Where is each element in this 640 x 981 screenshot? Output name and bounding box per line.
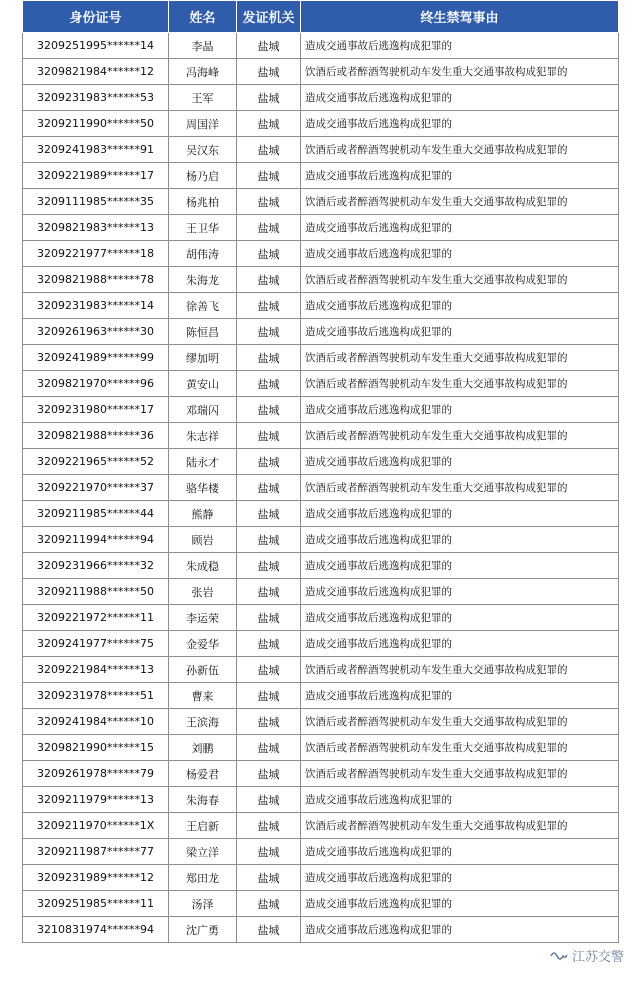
cell-name: 骆华楼: [169, 475, 237, 501]
cell-ban-reason: 饮酒后或者醉酒驾驶机动车发生重大交通事故构成犯罪的: [301, 189, 619, 215]
cell-ban-reason: 造成交通事故后逃逸构成犯罪的: [301, 111, 619, 137]
cell-name: 李运荣: [169, 605, 237, 631]
cell-issuing-authority: 盐城: [237, 59, 301, 85]
cell-name: 缪加明: [169, 345, 237, 371]
cell-id-number: 3209211990******50: [23, 111, 169, 137]
cell-id-number: 3209221989******17: [23, 163, 169, 189]
cell-name: 黄安山: [169, 371, 237, 397]
cell-ban-reason: 造成交通事故后逃逸构成犯罪的: [301, 553, 619, 579]
cell-issuing-authority: 盐城: [237, 501, 301, 527]
cell-issuing-authority: 盐城: [237, 631, 301, 657]
cell-ban-reason: 造成交通事故后逃逸构成犯罪的: [301, 397, 619, 423]
table-row: [23, 241, 619, 267]
cell-name: 陈恒昌: [169, 319, 237, 345]
cell-ban-reason: 造成交通事故后逃逸构成犯罪的: [301, 215, 619, 241]
cell-ban-reason: 饮酒后或者醉酒驾驶机动车发生重大交通事故构成犯罪的: [301, 761, 619, 787]
cell-issuing-authority: 盐城: [237, 839, 301, 865]
cell-id-number: 3209221972******11: [23, 605, 169, 631]
table-row: [23, 397, 619, 423]
cell-id-number: 3209821988******78: [23, 267, 169, 293]
cell-ban-reason: 造成交通事故后逃逸构成犯罪的: [301, 891, 619, 917]
cell-ban-reason: 造成交通事故后逃逸构成犯罪的: [301, 631, 619, 657]
cell-name: 顾岩: [169, 527, 237, 553]
cell-id-number: 3210831974******94: [23, 917, 169, 943]
cell-id-number: 3209241984******10: [23, 709, 169, 735]
cell-ban-reason: 造成交通事故后逃逸构成犯罪的: [301, 293, 619, 319]
cell-id-number: 3209221970******37: [23, 475, 169, 501]
cell-issuing-authority: 盐城: [237, 189, 301, 215]
cell-ban-reason: 造成交通事故后逃逸构成犯罪的: [301, 605, 619, 631]
cell-issuing-authority: 盐城: [237, 267, 301, 293]
cell-name: 杨兆柏: [169, 189, 237, 215]
cell-id-number: 3209211979******13: [23, 787, 169, 813]
watermark: [550, 946, 624, 965]
table-row: [23, 865, 619, 891]
table-row: [23, 423, 619, 449]
cell-ban-reason: 饮酒后或者醉酒驾驶机动车发生重大交通事故构成犯罪的: [301, 475, 619, 501]
table-row: [23, 657, 619, 683]
wechat-channel-icon: [550, 949, 568, 963]
cell-id-number: 3209231983******14: [23, 293, 169, 319]
cell-name: 杨乃启: [169, 163, 237, 189]
cell-name: 杨爱君: [169, 761, 237, 787]
cell-name: 周国洋: [169, 111, 237, 137]
cell-name: 王启新: [169, 813, 237, 839]
cell-ban-reason: 饮酒后或者醉酒驾驶机动车发生重大交通事故构成犯罪的: [301, 813, 619, 839]
cell-ban-reason: 造成交通事故后逃逸构成犯罪的: [301, 787, 619, 813]
table-row: [23, 735, 619, 761]
table-row: [23, 605, 619, 631]
cell-ban-reason: 饮酒后或者醉酒驾驶机动车发生重大交通事故构成犯罪的: [301, 267, 619, 293]
cell-name: 张岩: [169, 579, 237, 605]
cell-name: 徐善飞: [169, 293, 237, 319]
cell-ban-reason: 造成交通事故后逃逸构成犯罪的: [301, 33, 619, 59]
cell-issuing-authority: 盐城: [237, 319, 301, 345]
cell-id-number: 3209231966******32: [23, 553, 169, 579]
cell-name: 朱海龙: [169, 267, 237, 293]
cell-id-number: 3209221977******18: [23, 241, 169, 267]
cell-id-number: 3209821988******36: [23, 423, 169, 449]
table-row: [23, 787, 619, 813]
cell-id-number: 3209211994******94: [23, 527, 169, 553]
cell-name: 王军: [169, 85, 237, 111]
cell-id-number: 3209241983******91: [23, 137, 169, 163]
table-row: [23, 163, 619, 189]
cell-issuing-authority: 盐城: [237, 215, 301, 241]
cell-issuing-authority: 盐城: [237, 85, 301, 111]
cell-name: 朱成稳: [169, 553, 237, 579]
table-row: [23, 709, 619, 735]
cell-name: 吴汉东: [169, 137, 237, 163]
table-row: [23, 85, 619, 111]
cell-ban-reason: 饮酒后或者醉酒驾驶机动车发生重大交通事故构成犯罪的: [301, 735, 619, 761]
cell-issuing-authority: 盐城: [237, 553, 301, 579]
cell-id-number: 3209241989******99: [23, 345, 169, 371]
cell-name: 汤泽: [169, 891, 237, 917]
cell-issuing-authority: 盐城: [237, 865, 301, 891]
cell-id-number: 3209211970******1X: [23, 813, 169, 839]
cell-name: 邓瑞闪: [169, 397, 237, 423]
cell-issuing-authority: 盐城: [237, 345, 301, 371]
cell-ban-reason: 造成交通事故后逃逸构成犯罪的: [301, 683, 619, 709]
cell-name: 王滨海: [169, 709, 237, 735]
cell-id-number: 3209261978******79: [23, 761, 169, 787]
cell-issuing-authority: 盐城: [237, 111, 301, 137]
cell-ban-reason: 造成交通事故后逃逸构成犯罪的: [301, 579, 619, 605]
cell-ban-reason: 造成交通事故后逃逸构成犯罪的: [301, 501, 619, 527]
cell-id-number: 3209111985******35: [23, 189, 169, 215]
table-row: [23, 293, 619, 319]
table-row: [23, 631, 619, 657]
cell-ban-reason: 造成交通事故后逃逸构成犯罪的: [301, 527, 619, 553]
table-row: [23, 501, 619, 527]
cell-name: 熊静: [169, 501, 237, 527]
cell-ban-reason: 饮酒后或者醉酒驾驶机动车发生重大交通事故构成犯罪的: [301, 345, 619, 371]
cell-name: 王卫华: [169, 215, 237, 241]
table-row: [23, 449, 619, 475]
cell-id-number: 3209821990******15: [23, 735, 169, 761]
header-name: 姓名: [169, 1, 237, 33]
table-row: [23, 371, 619, 397]
cell-id-number: 3209821983******13: [23, 215, 169, 241]
cell-issuing-authority: 盐城: [237, 657, 301, 683]
cell-name: 朱海春: [169, 787, 237, 813]
cell-name: 金爱华: [169, 631, 237, 657]
cell-issuing-authority: 盐城: [237, 891, 301, 917]
cell-id-number: 3209211985******44: [23, 501, 169, 527]
table-row: [23, 761, 619, 787]
cell-ban-reason: 造成交通事故后逃逸构成犯罪的: [301, 85, 619, 111]
table-row: [23, 319, 619, 345]
cell-id-number: 3209231989******12: [23, 865, 169, 891]
cell-name: 沈广勇: [169, 917, 237, 943]
table-row: [23, 813, 619, 839]
cell-name: 朱志祥: [169, 423, 237, 449]
table-row: [23, 475, 619, 501]
cell-issuing-authority: 盐城: [237, 241, 301, 267]
table-row: [23, 891, 619, 917]
cell-ban-reason: 饮酒后或者醉酒驾驶机动车发生重大交通事故构成犯罪的: [301, 371, 619, 397]
table-row: [23, 189, 619, 215]
cell-ban-reason: 饮酒后或者醉酒驾驶机动车发生重大交通事故构成犯罪的: [301, 657, 619, 683]
cell-issuing-authority: 盐城: [237, 761, 301, 787]
cell-name: 陆永才: [169, 449, 237, 475]
cell-issuing-authority: 盐城: [237, 735, 301, 761]
cell-name: 胡伟涛: [169, 241, 237, 267]
cell-issuing-authority: 盐城: [237, 579, 301, 605]
cell-id-number: 3209261963******30: [23, 319, 169, 345]
table-row: [23, 345, 619, 371]
cell-issuing-authority: 盐城: [237, 787, 301, 813]
cell-ban-reason: 造成交通事故后逃逸构成犯罪的: [301, 163, 619, 189]
cell-issuing-authority: 盐城: [237, 163, 301, 189]
cell-name: 曹来: [169, 683, 237, 709]
cell-issuing-authority: 盐城: [237, 33, 301, 59]
table-row: [23, 111, 619, 137]
cell-id-number: 3209211987******77: [23, 839, 169, 865]
cell-name: 梁立洋: [169, 839, 237, 865]
cell-issuing-authority: 盐城: [237, 137, 301, 163]
cell-id-number: 3209231978******51: [23, 683, 169, 709]
cell-id-number: 3209231983******53: [23, 85, 169, 111]
cell-ban-reason: 造成交通事故后逃逸构成犯罪的: [301, 839, 619, 865]
table-row: [23, 579, 619, 605]
cell-ban-reason: 饮酒后或者醉酒驾驶机动车发生重大交通事故构成犯罪的: [301, 709, 619, 735]
table-row: [23, 267, 619, 293]
cell-name: 冯海峰: [169, 59, 237, 85]
cell-id-number: 3209821970******96: [23, 371, 169, 397]
cell-name: 郑田龙: [169, 865, 237, 891]
cell-ban-reason: 造成交通事故后逃逸构成犯罪的: [301, 917, 619, 943]
table-row: [23, 527, 619, 553]
cell-issuing-authority: 盐城: [237, 397, 301, 423]
cell-issuing-authority: 盐城: [237, 683, 301, 709]
table-row: [23, 215, 619, 241]
header-ban-reason: 终生禁驾事由: [301, 1, 619, 33]
table-row: [23, 59, 619, 85]
cell-name: 刘鹏: [169, 735, 237, 761]
table-row: [23, 553, 619, 579]
cell-issuing-authority: 盐城: [237, 605, 301, 631]
cell-id-number: 3209821984******12: [23, 59, 169, 85]
watermark-text: 江苏交警: [571, 950, 624, 965]
table-row: [23, 683, 619, 709]
table-row: [23, 839, 619, 865]
cell-issuing-authority: 盐城: [237, 709, 301, 735]
cell-issuing-authority: 盐城: [237, 917, 301, 943]
cell-id-number: 3209251995******14: [23, 33, 169, 59]
cell-issuing-authority: 盐城: [237, 371, 301, 397]
cell-issuing-authority: 盐城: [237, 449, 301, 475]
table-row: [23, 917, 619, 943]
cell-ban-reason: 饮酒后或者醉酒驾驶机动车发生重大交通事故构成犯罪的: [301, 137, 619, 163]
cell-id-number: 3209231980******17: [23, 397, 169, 423]
cell-id-number: 3209241977******75: [23, 631, 169, 657]
cell-name: 孙新伍: [169, 657, 237, 683]
cell-name: 李晶: [169, 33, 237, 59]
cell-ban-reason: 造成交通事故后逃逸构成犯罪的: [301, 319, 619, 345]
cell-ban-reason: 饮酒后或者醉酒驾驶机动车发生重大交通事故构成犯罪的: [301, 59, 619, 85]
cell-id-number: 3209221984******13: [23, 657, 169, 683]
ban-list-table: [22, 0, 619, 943]
cell-issuing-authority: 盐城: [237, 475, 301, 501]
cell-ban-reason: 饮酒后或者醉酒驾驶机动车发生重大交通事故构成犯罪的: [301, 423, 619, 449]
table-row: [23, 137, 619, 163]
cell-id-number: 3209211988******50: [23, 579, 169, 605]
cell-issuing-authority: 盐城: [237, 423, 301, 449]
header-id-number: 身份证号: [23, 1, 169, 33]
cell-id-number: 3209221965******52: [23, 449, 169, 475]
cell-issuing-authority: 盐城: [237, 527, 301, 553]
header-issuing-authority: 发证机关: [237, 1, 301, 33]
cell-id-number: 3209251985******11: [23, 891, 169, 917]
cell-ban-reason: 造成交通事故后逃逸构成犯罪的: [301, 865, 619, 891]
cell-ban-reason: 造成交通事故后逃逸构成犯罪的: [301, 241, 619, 267]
cell-issuing-authority: 盐城: [237, 813, 301, 839]
cell-ban-reason: 造成交通事故后逃逸构成犯罪的: [301, 449, 619, 475]
table-row: [23, 33, 619, 59]
table-header-row: [23, 1, 619, 33]
cell-issuing-authority: 盐城: [237, 293, 301, 319]
